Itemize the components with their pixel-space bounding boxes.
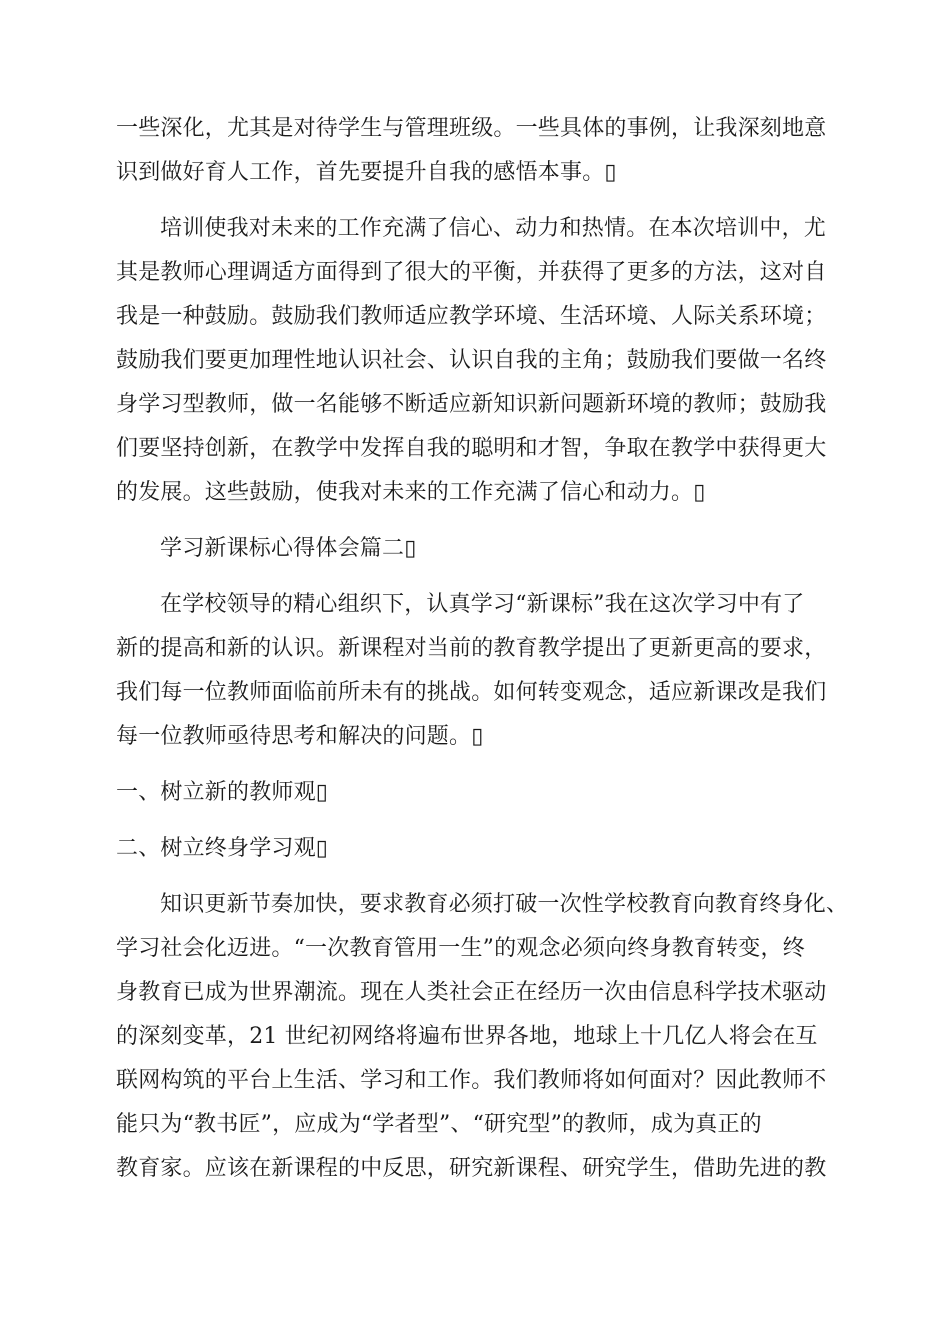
- paragraph-line: 们要坚持创新，在教学中发挥自我的聪明和才智，争取在教学中获得更大: [116, 436, 827, 461]
- paragraph-line: 联网构筑的平台上生活、学习和工作。我们教师将如何面对？因此教师不: [116, 1068, 827, 1093]
- paragraph-line: 学习社会化迈进。“一次教育管用一生”的观念必须向终身教育转变，终: [116, 936, 805, 961]
- paragraph-line: 的发展。这些鼓励，使我对未来的工作充满了信心和动力。▯: [116, 480, 706, 505]
- paragraph-line: 识到做好育人工作，首先要提升自我的感悟本事。▯: [116, 160, 617, 185]
- paragraph-line: 知识更新节奏加快，要求教育必须打破一次性学校教育向教育终身化、: [160, 892, 849, 917]
- section-heading: 学习新课标心得体会篇二▯: [160, 536, 417, 561]
- paragraph-line: 鼓励我们要更加理性地认识社会、认识自我的主角；鼓励我们要做一名终: [116, 348, 827, 373]
- paragraph-line: 培训使我对未来的工作充满了信心、动力和热情。在本次培训中，尤: [160, 216, 827, 241]
- paragraph-line: 身教育已成为世界潮流。现在人类社会正在经历一次由信息科学技术驱动: [116, 980, 827, 1005]
- paragraph-line: 身学习型教师，做一名能够不断适应新知识新问题新环境的教师；鼓励我: [116, 392, 827, 417]
- paragraph-line: 教育家。应该在新课程的中反思，研究新课程、研究学生，借助先进的教: [116, 1156, 827, 1181]
- list-heading: 一、树立新的教师观▯: [116, 780, 329, 805]
- paragraph-line: 的深刻变革，21 世纪初网络将遍布世界各地，地球上十几亿人将会在互: [116, 1024, 818, 1049]
- paragraph-line: 新的提高和新的认识。新课程对当前的教育教学提出了更新更高的要求，: [116, 636, 827, 661]
- paragraph-line: 能只为“教书匠”，应成为“学者型”、“研究型”的教师，成为真正的: [116, 1112, 762, 1137]
- paragraph-line: 一些深化，尤其是对待学生与管理班级。一些具体的事例，让我深刻地意: [116, 116, 827, 141]
- paragraph-line: 在学校领导的精心组织下，认真学习“新课标”我在这次学习中有了: [160, 592, 805, 617]
- paragraph-line: 我是一种鼓励。鼓励我们教师适应教学环境、生活环境、人际关系环境；: [116, 304, 827, 329]
- paragraph-line: 其是教师心理调适方面得到了很大的平衡，并获得了更多的方法，这对自: [116, 260, 827, 285]
- paragraph-line: 每一位教师亟待思考和解决的问题。▯: [116, 724, 484, 749]
- paragraph-line: 我们每一位教师面临前所未有的挑战。如何转变观念，适应新课改是我们: [116, 680, 827, 705]
- list-heading: 二、树立终身学习观▯: [116, 836, 329, 861]
